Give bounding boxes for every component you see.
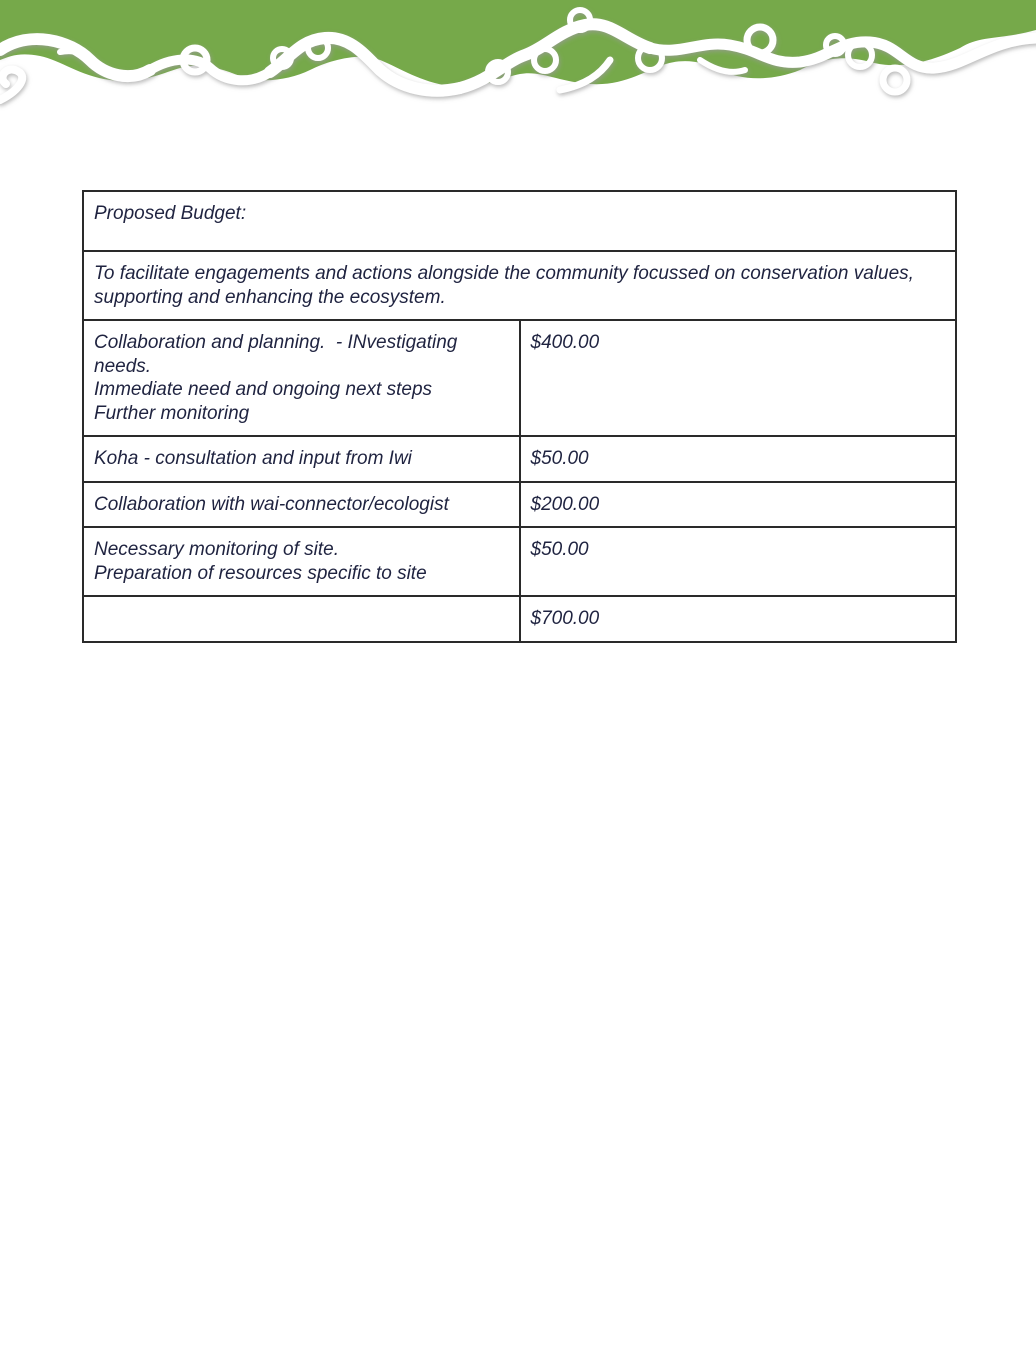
table-row xyxy=(83,436,956,482)
budget-item-amount: $400.00 xyxy=(520,320,957,436)
table-row xyxy=(83,527,956,596)
budget-item-amount: $200.00 xyxy=(520,482,957,528)
budget-item-description xyxy=(83,482,520,528)
budget-total-amount: $700.00 xyxy=(520,596,957,642)
budget-item-line: Collaboration and planning. - INvestigating needs. xyxy=(94,332,463,377)
table-row xyxy=(83,482,956,528)
budget-item-line: Preparation of resources specific to site xyxy=(94,562,427,584)
budget-item-line: Koha - consultation and input from Iwi xyxy=(94,448,412,469)
table-row-total xyxy=(83,596,956,642)
table-row-purpose xyxy=(83,251,956,320)
table-row-title xyxy=(83,191,956,251)
budget-title: Proposed Budget: xyxy=(83,191,956,251)
proposed-budget-table xyxy=(82,190,957,643)
budget-item-description xyxy=(83,527,520,596)
budget-item-line: Immediate need and ongoing next steps xyxy=(94,379,433,400)
budget-item-description xyxy=(83,436,520,482)
budget-item-description xyxy=(83,320,520,436)
budget-item-amount: $50.00 xyxy=(520,527,957,596)
koru-scroll-border-icon xyxy=(0,0,1036,120)
budget-item-line: Necessary monitoring of site. xyxy=(94,539,339,560)
header-banner xyxy=(0,0,1036,120)
budget-purpose: To facilitate engagements and actions alongside the community focussed on conservation values, supporting and enhancing the ecosystem. xyxy=(83,251,956,320)
budget-item-amount: $50.00 xyxy=(520,436,957,482)
budget-item-line: Collaboration with wai-connector/ecologist xyxy=(94,493,449,515)
budget-total-label xyxy=(83,596,520,642)
budget-item-line: Further monitoring xyxy=(94,402,250,424)
table-row xyxy=(83,320,956,436)
